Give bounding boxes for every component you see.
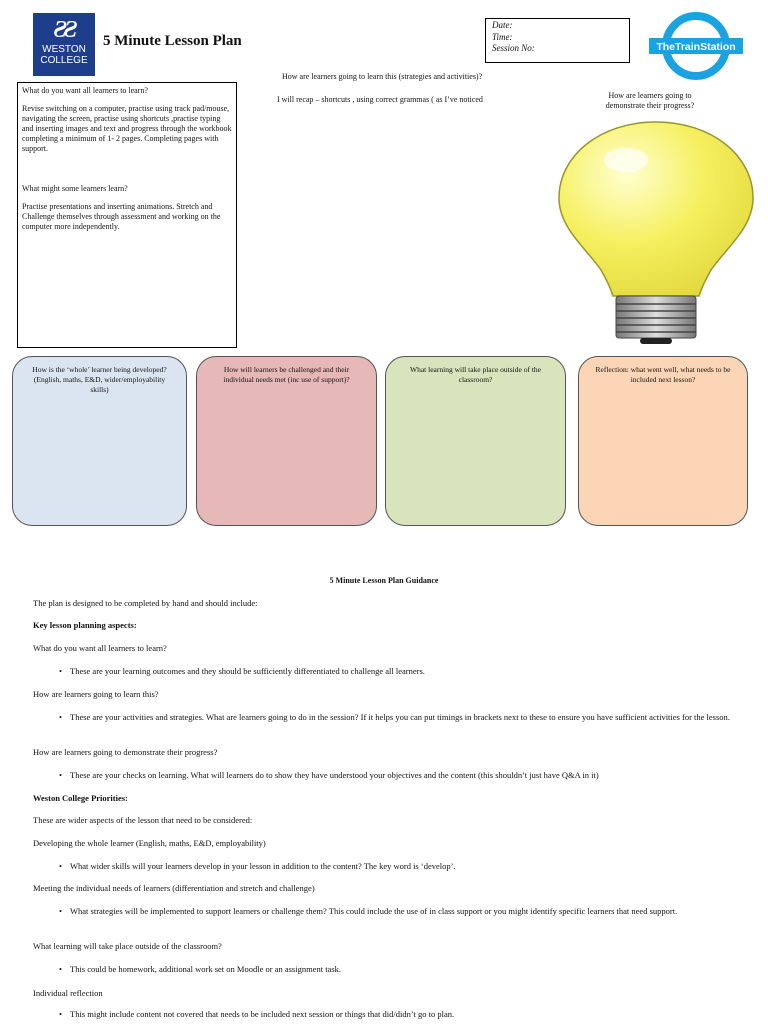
guidance-title: 5 Minute Lesson Plan Guidance bbox=[329, 576, 439, 585]
bullet-icon: • bbox=[59, 964, 62, 974]
bullet-icon: • bbox=[59, 666, 62, 676]
session-label: Session No: bbox=[492, 43, 535, 53]
reflection-box: Reflection: what went well, what needs to be included next lesson? bbox=[578, 356, 748, 526]
guidance-bullet-1-text: These are your learning outcomes and they should be sufficiently differentiated to challenge all learners. bbox=[70, 666, 425, 676]
guidance-intro: The plan is designed to be completed by hand and should include: bbox=[33, 598, 258, 608]
priorities-heading: Weston College Priorities: bbox=[33, 793, 128, 803]
train-logo-text: TheTrainStation bbox=[656, 41, 736, 53]
guidance-question-1: What do you want all learners to learn? bbox=[33, 643, 167, 653]
key-aspects-heading: Key lesson planning aspects: bbox=[33, 620, 137, 630]
priority-2: Meeting the individual needs of learners (differentiation and stretch and challenge) bbox=[33, 883, 315, 893]
logo-mark: ƧƧ bbox=[53, 17, 75, 43]
bullet-icon: • bbox=[59, 770, 62, 780]
priority-1: Developing the whole learner (English, maths, E&D, employability) bbox=[33, 838, 266, 848]
outcomes-answer: Revise switching on a computer, practise using track pad/mouse, navigating the screen, practise using shortcuts ,practise typing and inserting images and text and progress through the workbook completing a minimum of 1- 2 pages. Completing pages with support. bbox=[22, 104, 232, 153]
strategies-answer: I will recap – shortcuts , using correct grammas ( as I’ve noticed bbox=[277, 95, 483, 104]
priority-bullet-1 bbox=[59, 861, 740, 872]
priority-3: What learning will take place outside of the classroom? bbox=[33, 941, 222, 951]
outcomes-question: What do you want all learners to learn? bbox=[22, 86, 148, 95]
some-learners-answer: Practise presentations and inserting animations. Stretch and Challenge themselves through assessment and working on the computer more independently. bbox=[22, 202, 221, 231]
learning-outcomes-box bbox=[17, 82, 237, 348]
priority-bullet-1-text: What wider skills will your learners develop in your lesson in addition to the content? The key word is ‘develop’. bbox=[70, 861, 456, 871]
priority-bullet-2 bbox=[59, 906, 740, 917]
weston-college-logo bbox=[33, 13, 95, 76]
whole-learner-box: How is the ‘whole’ learner being developed? (English, maths, E&D, wider/employability skills) bbox=[12, 356, 187, 526]
lightbulb-icon bbox=[556, 120, 756, 345]
date-label: Date: bbox=[492, 20, 513, 30]
strategies-question: How are learners going to learn this (strategies and activities)? bbox=[282, 72, 483, 81]
priority-bullet-4 bbox=[59, 1009, 740, 1020]
guidance-bullet-3-text: These are your checks on learning. What will learners do to show they have understood your objectives and the content (this shouldn’t just have Q&A in it) bbox=[70, 770, 599, 780]
train-station-logo bbox=[649, 11, 743, 81]
bullet-icon: • bbox=[59, 906, 62, 916]
guidance-bullet-3 bbox=[59, 770, 740, 781]
logo-line2: COLLEGE bbox=[40, 55, 88, 66]
guidance-bullet-2-text: These are your activities and strategies. What are learners going to do in the session? If it helps you can put timings in brackets next to these to ensure you have sufficient activities for the lesson. bbox=[70, 712, 730, 722]
bullet-icon: • bbox=[59, 712, 62, 722]
guidance-bullet-2 bbox=[59, 712, 740, 723]
some-learners-question: What might some learners learn? bbox=[22, 184, 128, 193]
challenge-box: How will learners be challenged and their individual needs met (inc use of support)? bbox=[196, 356, 377, 526]
progress-question: How are learners going to demonstrate their progress? bbox=[605, 91, 695, 110]
time-label: Time: bbox=[492, 31, 513, 42]
outside-classroom-box: What learning will take place outside of the classroom? bbox=[385, 356, 566, 526]
bullet-icon: • bbox=[59, 1009, 62, 1019]
guidance-question-2: How are learners going to learn this? bbox=[33, 689, 159, 699]
priority-bullet-3-text: This could be homework, additional work set on Moodle or an assignment task. bbox=[70, 964, 342, 974]
priority-bullet-3 bbox=[59, 964, 740, 975]
guidance-bullet-1 bbox=[59, 666, 740, 677]
session-info-box bbox=[485, 18, 630, 63]
priority-bullet-4-text: This might include content not covered that needs to be included next session or things that did/didn’t go to plan. bbox=[70, 1009, 455, 1019]
page-title: 5 Minute Lesson Plan bbox=[103, 33, 242, 49]
priorities-intro: These are wider aspects of the lesson that need to be considered: bbox=[33, 815, 253, 825]
guidance-question-3: How are learners going to demonstrate their progress? bbox=[33, 747, 218, 757]
priority-bullet-2-text: What strategies will be implemented to support learners or challenge them? This could include the use of in class support or you might identify specific learners that need support. bbox=[70, 906, 678, 916]
logo-line1: WESTON bbox=[42, 44, 86, 55]
bullet-icon: • bbox=[59, 861, 62, 871]
priority-4: Individual reflection bbox=[33, 988, 103, 998]
